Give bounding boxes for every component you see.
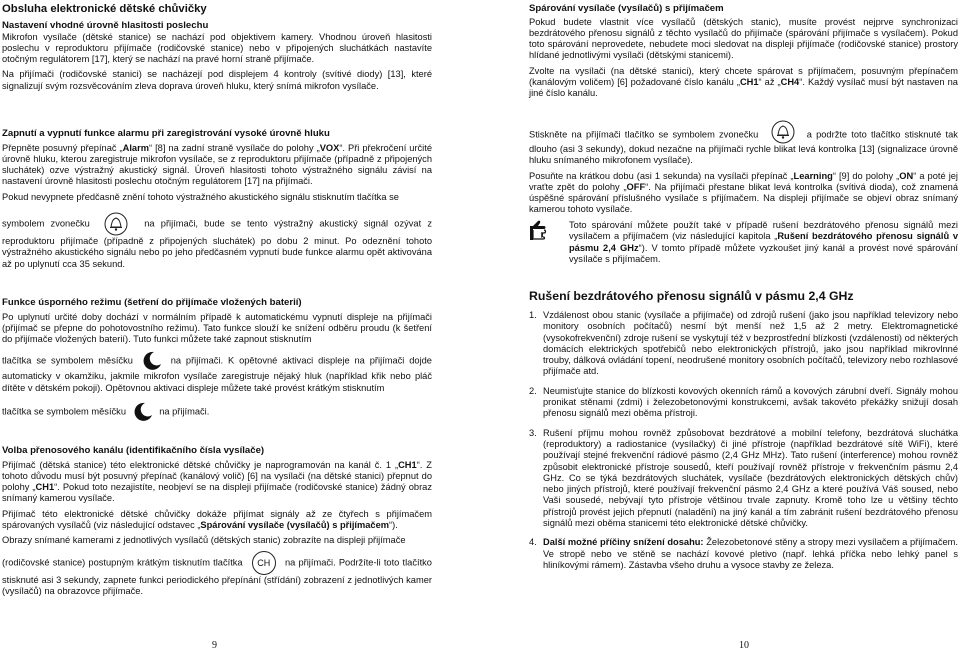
list-number: 4. <box>529 537 537 548</box>
pairing-paragraph-1: Pokud budete vlastnit více vysílačů (dětských stanic), musíte provést nejprve synchronizaci bezdrátového přenosu signálů z těchto vysílačů do přijímače (spárování přijímače s vysílačem). Pokud toto spárování neprovedete, nebudete moci sledovat na displeji přijímače (rodičovské stanice) prostory hlídané jednotlivými vysílači (dětskými stanicemi). <box>529 16 958 61</box>
interference-list <box>529 310 958 571</box>
right-section-pairing-steps <box>529 126 958 216</box>
text-span: Přijímač této elektronické dětské chůvičky dokáže přijímat signály až ze čtyřech s přijímačem spárovaných vysílačů (viz následující odstavec „ <box>2 508 432 531</box>
pairing-heading: Spárování vysílače (vysílačů) s přijímačem <box>529 3 724 14</box>
text-bold: OFF <box>626 181 646 192</box>
right-section-note <box>529 220 958 265</box>
page-number-left: 9 <box>212 640 217 651</box>
text-span: “). V tomto případě můžete vyzkoušet jiný kanál a provést nové spárování vysílače s přijímačem. <box>569 242 958 264</box>
pairing-paragraph-4 <box>529 171 958 216</box>
list-text: Neumisťujte stanice do blízkosti kovových okenních rámů a kovových zárubní dveří. Signály mohou pronikat stěnami (zdmi) i železobetonovými konstrukcemi, avšak takovéto překážky snižují dosah přenosu signálů mezi oběma přístroji. <box>543 385 958 419</box>
moon-icon <box>133 402 153 422</box>
eco-paragraph-1: Po uplynutí určité doby dochází v normálním případě k automatickému vypnutí displeje na přijímači (přijímač se přepne do pohotovostního režimu). Tato funkce slouží ke snížení odběru proudu (k šetření do přijímače vložených baterií). Tuto funkci můžete také zapnout stisknutím <box>2 311 432 345</box>
text-span: “. Pokud toto nezajistíte, neobjeví se na displeji přijímače (rodičovské stanice) žádný obraz snímaný kamerou vysílače. <box>2 482 432 504</box>
eco-paragraph-2 <box>2 351 432 394</box>
left-section-channel <box>2 445 432 597</box>
text-bold: Spárování vysílače (vysílačů) s přijímačem <box>200 520 390 531</box>
bell-icon <box>102 212 130 236</box>
text-span: “ a poté jej vraťte zpět do polohy „ <box>529 170 958 192</box>
volume-heading: Nastavení vhodné úrovně hlasitosti poslechu <box>2 20 209 31</box>
text-span: “ [8] na zadní straně vysílače do polohy „ <box>148 142 320 153</box>
left-section-alarm <box>2 128 432 270</box>
text-span: “ [9] do polohy „ <box>832 170 900 181</box>
text-bold: CH4 <box>780 77 800 88</box>
text-span: (rodičovské stanice) postupným krátkým tisknutím tlačítka <box>2 557 243 568</box>
text-span: Přepněte posuvný přepínač „ <box>2 142 123 153</box>
text-bold: Alarm <box>122 142 149 153</box>
text-bold: CH1 <box>739 77 759 88</box>
text-span: “ až „ <box>758 77 781 88</box>
text-span: Toto spárování můžete použít také v případě rušení bezdrátového přenosu signálů mezi vysílačem a přijímačem (viz následující kapitola „ <box>569 220 958 242</box>
note-paragraph <box>569 220 958 265</box>
text-span: na přijímači. <box>159 406 210 417</box>
pairing-paragraph-3 <box>529 126 958 167</box>
text-bold: CH1 <box>398 459 417 470</box>
channel-paragraph-3: Obrazy snímané kamerami z jednotlivých vysílačů (dětských stanic) zobrazíte na displeji přijímače <box>2 535 406 546</box>
text-span: Přijímač (dětská stanice) této elektronické dětské chůvičky je naprogramován na kanál č. 1 „ <box>2 459 399 470</box>
channel-heading: Volba přenosového kanálu (identifikačního čísla vysílače) <box>2 445 265 456</box>
text-span: na přijímači. Podržíte-li toto tlačítko stisknuté asi 3 sekundy, zapnete funkci periodického přepínání (střídání) zobrazení z jednotlivých kamer (vysílačů) na obrazovce přijímače. <box>2 557 432 596</box>
page-title: Obsluha elektronické dětské chůvičky <box>2 3 207 15</box>
text-bold: ON <box>899 170 914 181</box>
eco-heading: Funkce úsporného režimu (šetření do přijímače vložených baterií) <box>2 297 302 308</box>
list-item <box>529 537 958 571</box>
channel-paragraph-1 <box>2 460 432 505</box>
text-bold: CH1 <box>35 482 55 493</box>
left-section-intro <box>2 3 432 92</box>
text-span: a podržte toto tlačítko stisknuté tak dlouho (asi 3 sekundy), dokud nezačne na přijímači rychle blikat levá kontrolka [13] (signalizace úrovně hluku snímaného mikrofonem vysílače). <box>529 129 958 166</box>
text-span: “. Při překročení určité úrovně hluku, kterou zaregistruje mikrofon vysílače, se z reproduktoru přijímače (případně z připojených sluchátek) ozve výstražný akustický signál. Úroveň hlasitosti tohoto výstražného signálu závisí na nastavení úrovně hlasitosti poslechu otočným regulátorem [17] na přijímači. <box>2 142 433 187</box>
text-span: “. Každý vysílač musí být nastaven na jiné číslo kanálu. <box>529 77 958 99</box>
text-bold: Learning <box>793 170 833 181</box>
text-span: tlačítka se symbolem měsíčku <box>2 355 133 366</box>
text-span: symbolem zvonečku <box>2 218 90 229</box>
text-span: Zvolte na vysílači (na dětské stanici), který chcete spárovat s přijímačem, posuvným přepínačem (kanálovým voličem) [6] požadované číslo kanálu „ <box>529 65 958 88</box>
list-number: 2. <box>529 385 537 396</box>
right-section-pairing <box>529 3 958 100</box>
list-number: 1. <box>529 310 537 320</box>
alarm-paragraph-1 <box>2 143 432 188</box>
page-number-right: 10 <box>739 640 749 651</box>
list-number: 3. <box>529 427 537 438</box>
bell-icon <box>769 120 797 144</box>
text-span: na přijímači, bude se tento výstražný akustický signál ozývat z reproduktoru přijímače (případně z připojených sluchátek) po dobu 2 minut. Po odeznění tohoto výstražného akustického signálu nebo po jeho předčasném vypnutí bude funkce alarmu opět aktivována až po uplynutí cca 35 sekund. <box>2 218 432 269</box>
list-text: Rušení příjmu mohou rovněž způsobovat bezdrátové a mobilní telefony, bezdrátová sluchátka (reproduktory) a radiostanice (vysílačky) či jiné přístroje (například bezdrátové sítě WiFi), které používají stejné frekvenční rádiové pásmo (2,4 GHz MHz). Tato rušení (interference) mohou rovněž způsobit elektronické přístroje sousedů, kteří používají rovněž přístroje v frekvenčním pásmu 2,4 GHz. Co se týká bezdrátových sluchátek, vysílače (bezdrátových elektronických dětských chův) nebo jiných přístrojů, které používají frekvenční pásmo 2,4 GHz a které používá Váš soused, nebo Vaši sousedé, nebývají tyto přístroje většinou trvale zapnuty. Kromě toho lze u většiny těchto přístrojů provést jejich přepnutí (naladění) na jiný kanál a tím zabránit rušení bezdrátového přenosu signálů mezi oběma stanicemi této elektronické dětské chůvičky. <box>543 427 958 529</box>
right-section-interference <box>529 289 958 579</box>
alarm-paragraph-3 <box>2 212 432 270</box>
list-item <box>529 428 958 530</box>
alarm-heading: Zapnutí a vypnutí funkce alarmu při zaregistrování vysoké úrovně hluku <box>2 128 330 139</box>
channel-paragraph-2 <box>2 509 432 532</box>
pointing-hand-icon <box>529 220 557 245</box>
text-span: “). <box>389 520 398 531</box>
list-item <box>529 310 958 378</box>
volume-paragraph-1: Mikrofon vysílače (dětské stanice) se nachází pod objektivem kamery. Vhodnou úroveň hlasitosti poslechu v reproduktoru přijímače (rodičovské stanice) nebo v připojených sluchátkách nastavíte otočným regulátorem [17], který se nachází na pravé horní straně přijímače. <box>2 31 432 65</box>
moon-icon <box>142 351 162 371</box>
left-section-eco <box>2 297 432 422</box>
text-span: na přijímači. K opětovné aktivaci displeje na přijímači dojde automaticky v okamžiku, jakmile mikrofon vysílače zaregistruje nějaký hluk (například křik nebo pláč dítěte v dětském pokoji). Opětovnou aktivaci displeje můžete také provést krátkým stisknutím <box>2 355 432 393</box>
text-span: tlačítka se symbolem měsíčku <box>2 406 126 417</box>
text-span: Posuňte na krátkou dobu (asi 1 sekunda) na vysílači přepínač „ <box>529 170 794 181</box>
interference-heading: Rušení bezdrátového přenosu signálů v pásmu 2,4 GHz <box>529 289 854 303</box>
text-span: Stiskněte na přijímači tlačítko se symbolem zvonečku <box>529 129 759 140</box>
pairing-paragraph-2 <box>529 66 958 100</box>
text-span: “. Na přijímači přestane blikat levá kontrolka (svítivá dioda), což znamená úspěšné spárování příslušného vysílače s přijímačem. Na displeji přijímače se objeví obraz snímaný kamerou tohoto vysílače. <box>529 181 958 215</box>
list-text: Vzdálenost obou stanic (vysílače a přijímače) od zdrojů rušení (jako jsou například televizory nebo monitory osobních počítačů) nesmí být menší než 1,5 až 2 metry. Elektromagnetické (vysokofrekvenční) zdroje rušení se vyskytují též v bezprostřední blízkosti (vzdálenosti) od některých domácích elektrických spotřebičů nebo elektronických přístrojů, jako jsou například mikrovlnné trouby, dálková ovládání topení, neodrušené monitory osobních počítačů, televizory nebo rozhlasové přijímače atd. <box>543 310 958 377</box>
text-span: “. Z tohoto důvodu musí být posuvný přepínač (kanálový volič) [6] na vysílači (na dětské stanici) přepnut do polohy „ <box>2 459 432 493</box>
eco-paragraph-3 <box>2 402 432 422</box>
volume-paragraph-2: Na přijímači (rodičovské stanici) se nacházejí pod displejem 4 kontroly (svítivé diody) [13], které signalizují svým rozsvěcováním zleva doprava úroveň hluku, který snímá mikrofon vysílače. <box>2 69 432 91</box>
text-bold: Rušení bezdrátového přenosu signálů v pásmu 2,4 GHz <box>569 231 959 253</box>
list-item <box>529 386 958 420</box>
channel-paragraph-4 <box>2 551 432 598</box>
ch-button-icon: CH <box>252 551 276 575</box>
text-bold: VOX <box>319 142 340 153</box>
list-lead: Další možné příčiny snížení dosahu: <box>543 537 704 548</box>
alarm-paragraph-2: Pokud nevypnete předčasně znění tohoto výstražného akustického signálu stisknutím tlačítka se <box>2 191 399 202</box>
list-text: Železobetonové stěny a stropy mezi vysílačem a přijímačem. Ve stropě nebo ve stěně se nachází kovové pletivo (např. lehká příčka nebo lehký panel s hliníkovými rámem). Zástavba všeho druhu a vysoce stavby ze železa. <box>543 537 958 570</box>
